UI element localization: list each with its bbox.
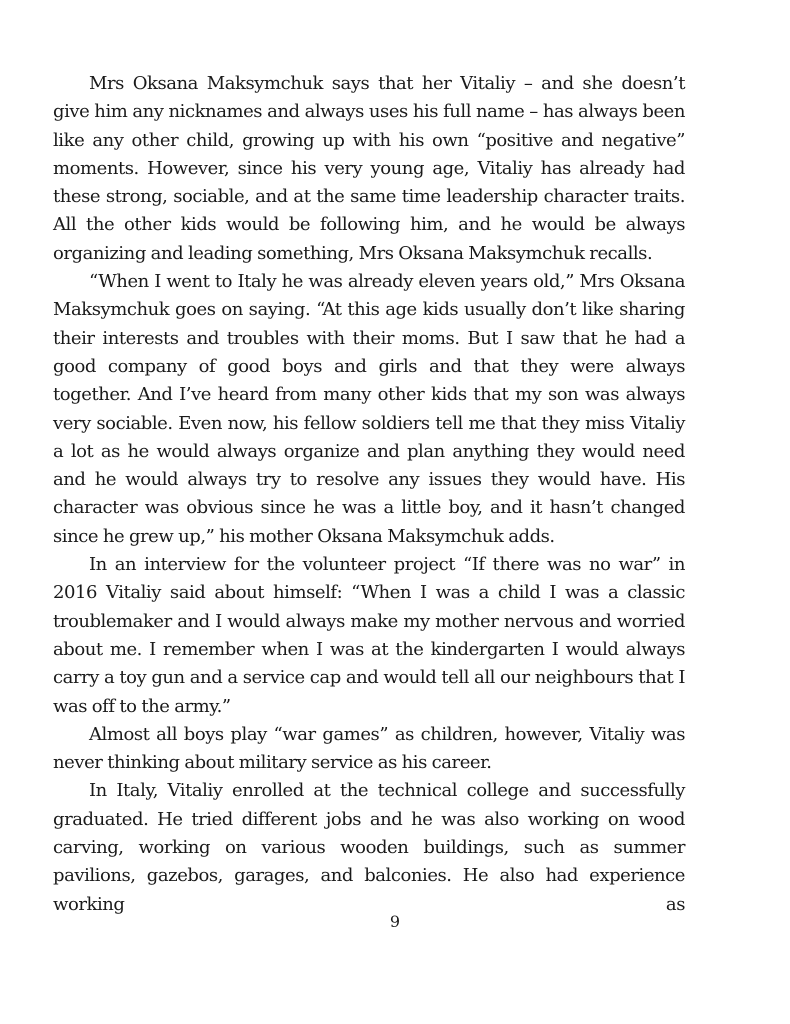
paragraph-2: “When I went to Italy he was already eleven years old,” Mrs Oksana Maksymchuk goes on saying. “At this age kids usually don’t like sharing their interests and troubles with their moms. But I saw that he had a good company of good boys and girls and that they were always together. And I’ve heard from many other kids that my son was always very sociable. Even now, his fellow soldiers tell me that they miss Vitaliy a lot as he would always organize and plan anything they would need and he would always try to resolve any issues they would have. His character was obvious since he was a little boy, and it hasn’t changed since he grew up,” his mother Oksana Maksymchuk adds. (53, 271, 685, 547)
paragraph-4: Almost all boys play “war games” as children, however, Vitaliy was never thinking about military service as his career. (53, 723, 685, 774)
paragraph-1: Mrs Oksana Maksymchuk says that her Vitaliy – and she doesn’t give him any nicknames and always uses his full name – has always been like any other child, growing up with his own “positive and negative” moments. However, since his very young age, Vitaliy has already had these strong, sociable, and at the same time leadership character traits. All the other kids would be following him, and he would be always organizing and leading something, Mrs Oksana Maksymchuk recalls. (53, 73, 685, 264)
paragraph-3: In an interview for the volunteer project “If there was no war” in 2016 Vitaliy said about himself: “When I was a child I was a classic troublemaker and I would always make my mother nervous and worried about me. I remember when I was at the kindergarten I would always carry a toy gun and a service cap and would tell all our neighbours that I was off to the army.” (53, 554, 685, 717)
page-number: 9 (389, 912, 401, 931)
page-body (53, 70, 685, 919)
paragraph-5: In Italy, Vitaliy enrolled at the technical college and successfully graduated. He tried different jobs and he was also working on wood carving, working on various wooden buildings, such as summer pavilions, gazebos, garages, and balconies. He also had experience working as (53, 780, 685, 915)
